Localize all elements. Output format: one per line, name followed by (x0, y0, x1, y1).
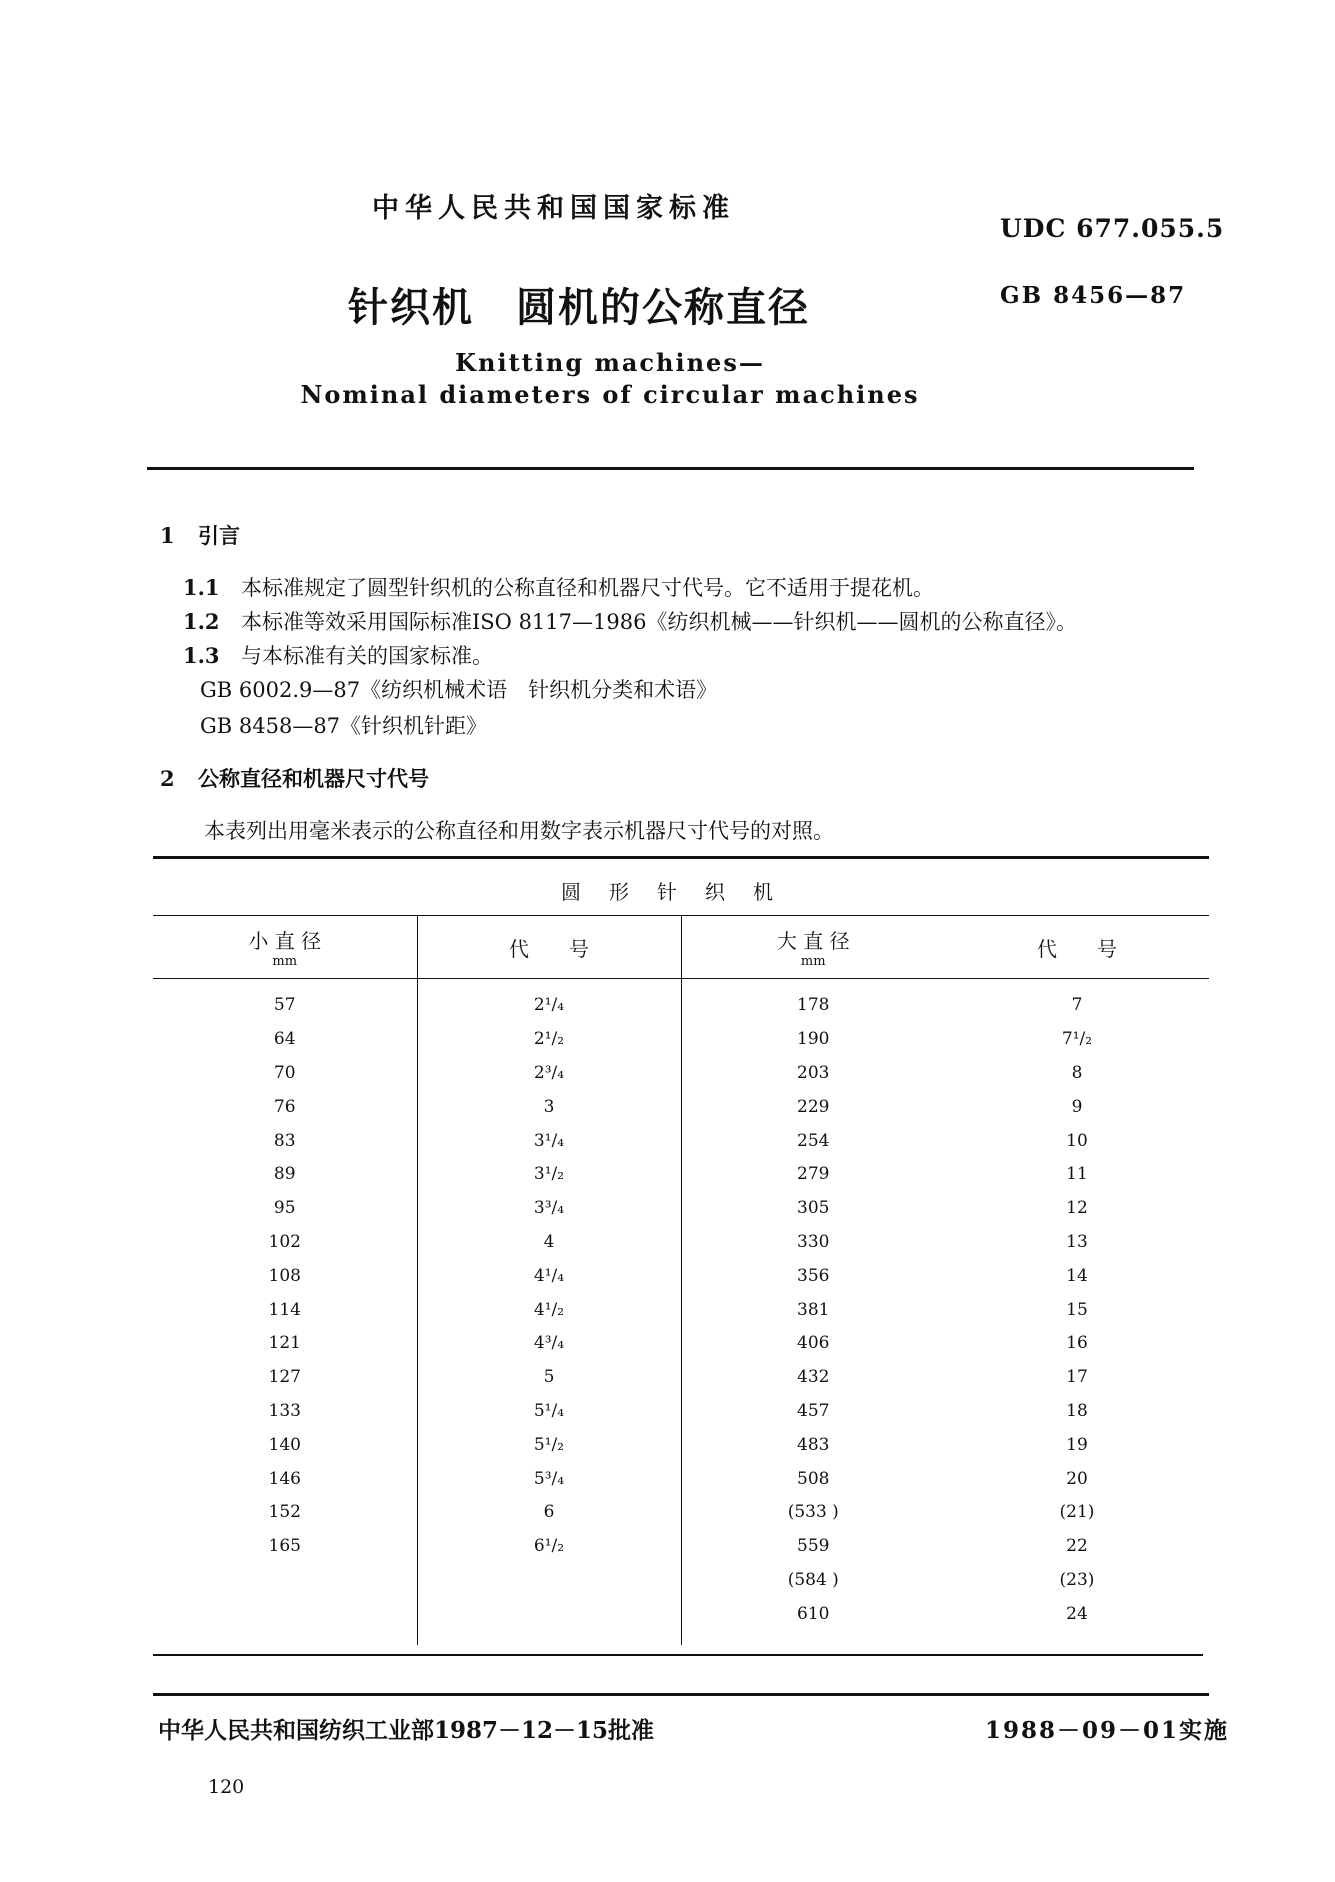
section-2-number: 2 (160, 766, 175, 791)
large-diameter-cell: 330 (681, 1225, 945, 1259)
code-1-cell: 5¹/₂ (417, 1428, 681, 1462)
small-diameter-cell: 133 (268, 1400, 301, 1421)
reference-gb-8458: GB 8458—87《针织机针距》 (200, 714, 488, 738)
code-2-cell: 11 (1066, 1164, 1088, 1185)
small-diameter-cell: 76 (273, 1096, 296, 1117)
large-diameter-cell: 229 (681, 1090, 945, 1124)
table-caption: 圆形针织机 (561, 879, 801, 904)
table-row (153, 1124, 1209, 1158)
table-row (153, 1022, 1209, 1056)
code-2-cell: 14 (1066, 1265, 1088, 1286)
clause-1-1: 1.1 本标准规定了圆型针织机的公称直径和机器尺寸代号。它不适用于提花机。 (183, 575, 934, 600)
small-diameter-cell: 127 (268, 1367, 301, 1388)
code-2-cell: 12 (1066, 1198, 1088, 1219)
code-2-cell: (21) (1059, 1502, 1095, 1523)
code-1-cell: 2¹/₄ (417, 989, 681, 1023)
table-row (153, 1462, 1209, 1496)
table-row (153, 1293, 1209, 1327)
large-diameter-cell: 483 (681, 1428, 945, 1462)
section-1-title: 引言 (198, 523, 240, 548)
code-2-cell: (23) (1059, 1569, 1095, 1590)
code-2-cell: 24 (1066, 1603, 1088, 1624)
effective-date: 1988－09－01实施 (985, 1717, 1230, 1744)
document-title-en-line2: Nominal diameters of circular machines (300, 380, 920, 409)
large-diameter-cell: 457 (681, 1394, 945, 1428)
large-diameter-cell: 254 (681, 1124, 945, 1158)
small-diameter-cell (153, 1563, 417, 1597)
code-1-cell: 3³/₄ (417, 1191, 681, 1225)
table-header-row (153, 916, 1209, 979)
document-title-cn: 针织机 圆机的公称直径 (348, 284, 810, 331)
code-1-cell: 4¹/₂ (417, 1293, 681, 1327)
small-diameter-cell (153, 1597, 417, 1631)
large-diameter-cell: 190 (681, 1022, 945, 1056)
code-1-cell: 5³/₄ (417, 1462, 681, 1496)
table-bottom-rule (153, 1654, 1203, 1656)
section-1-heading (160, 520, 240, 550)
small-diameter-cell: 114 (268, 1299, 301, 1320)
small-diameter-cell: 152 (268, 1502, 301, 1523)
code-2-cell: 16 (1066, 1333, 1088, 1354)
code-1-cell: 3¹/₄ (417, 1124, 681, 1158)
section-1-number: 1 (160, 523, 175, 548)
code-2-cell: 7 (1071, 995, 1083, 1016)
code-2-cell: 13 (1066, 1231, 1088, 1252)
table-row (153, 1157, 1209, 1191)
small-diameter-cell: 102 (268, 1231, 301, 1252)
header-rule (147, 467, 1194, 470)
table-row (153, 1360, 1209, 1394)
code-2-cell: 8 (1071, 1062, 1083, 1083)
document-title-en-line1: Knitting machines— (455, 348, 765, 377)
table-row (153, 1259, 1209, 1293)
header-code-2: 代 号 (945, 916, 1209, 979)
code-1-cell: 4³/₄ (417, 1326, 681, 1360)
small-diameter-cell: 83 (273, 1130, 296, 1151)
national-standard-heading: 中华人民共和国国家标准 (372, 193, 735, 224)
small-diameter-cell: 121 (268, 1333, 301, 1354)
code-1-cell: 6 (417, 1495, 681, 1529)
small-diameter-cell: 140 (268, 1434, 301, 1455)
large-diameter-cell: 178 (681, 989, 945, 1023)
header-code-1: 代 号 (417, 916, 681, 979)
large-diameter-cell: 279 (681, 1157, 945, 1191)
code-1-cell (417, 1597, 681, 1631)
table-row (153, 1191, 1209, 1225)
large-diameter-cell: 305 (681, 1191, 945, 1225)
gb-number: GB 8456—87 (1000, 282, 1187, 309)
header-small-diameter: 小 直 径 mm (153, 916, 417, 979)
code-2-cell: 15 (1066, 1299, 1088, 1320)
clause-1-2: 1.2 本标准等效采用国际标准ISO 8117—1986《纺织机械——针织机——圆机的公称直径》。 (183, 609, 1077, 634)
small-diameter-cell: 57 (273, 995, 296, 1016)
code-2-cell: 19 (1066, 1434, 1088, 1455)
code-2-cell: 17 (1066, 1367, 1088, 1388)
diameter-code-table (153, 865, 1209, 1645)
large-diameter-cell: (584 ) (681, 1563, 945, 1597)
table-row (153, 1394, 1209, 1428)
code-1-cell: 2¹/₂ (417, 1022, 681, 1056)
table-row (153, 1326, 1209, 1360)
page-number: 120 (208, 1776, 245, 1798)
table-top-rule (153, 856, 1209, 859)
code-1-cell: 3 (417, 1090, 681, 1124)
code-2-cell: 18 (1066, 1400, 1088, 1421)
large-diameter-cell: 559 (681, 1529, 945, 1563)
small-diameter-cell: 89 (273, 1164, 296, 1185)
udc-number: UDC 677.055.5 (1000, 214, 1225, 243)
small-diameter-cell: 165 (268, 1536, 301, 1557)
large-diameter-cell: 381 (681, 1293, 945, 1327)
code-2-cell: 9 (1071, 1096, 1083, 1117)
clause-1-3: 1.3 与本标准有关的国家标准。 (183, 643, 493, 668)
small-diameter-cell: 108 (268, 1265, 301, 1286)
small-diameter-cell: 95 (273, 1198, 296, 1219)
table-row (153, 1597, 1209, 1631)
code-2-cell: 20 (1066, 1468, 1088, 1489)
footer-rule (153, 1693, 1209, 1696)
large-diameter-cell: (533 ) (681, 1495, 945, 1529)
section-2-intro: 本表列出用毫米表示的公称直径和用数字表示机器尺寸代号的对照。 (204, 819, 834, 843)
code-1-cell: 3¹/₂ (417, 1157, 681, 1191)
table-row (153, 1563, 1209, 1597)
table-row (153, 1090, 1209, 1124)
section-2-heading (160, 763, 429, 793)
table-row (153, 1056, 1209, 1090)
large-diameter-cell: 203 (681, 1056, 945, 1090)
code-1-cell: 4 (417, 1225, 681, 1259)
small-diameter-cell: 146 (268, 1468, 301, 1489)
table-row (153, 1225, 1209, 1259)
large-diameter-cell: 432 (681, 1360, 945, 1394)
section-2-title: 公称直径和机器尺寸代号 (198, 766, 429, 791)
large-diameter-cell: 406 (681, 1326, 945, 1360)
table-row (153, 1529, 1209, 1563)
code-2-cell: 10 (1066, 1130, 1088, 1151)
small-diameter-cell: 64 (273, 1029, 296, 1050)
table-row (153, 1495, 1209, 1529)
table-row (153, 989, 1209, 1023)
small-diameter-cell: 70 (273, 1062, 296, 1083)
code-2-cell: 22 (1066, 1536, 1088, 1557)
code-1-cell (417, 1563, 681, 1597)
reference-gb-6002: GB 6002.9—87《纺织机械术语 针织机分类和术语》 (200, 678, 718, 702)
code-1-cell: 5 (417, 1360, 681, 1394)
large-diameter-cell: 356 (681, 1259, 945, 1293)
code-1-cell: 4¹/₄ (417, 1259, 681, 1293)
large-diameter-cell: 610 (681, 1597, 945, 1631)
approval-note: 中华人民共和国纺织工业部1987－12－15批准 (158, 1717, 655, 1744)
table-row (153, 1428, 1209, 1462)
large-diameter-cell: 508 (681, 1462, 945, 1496)
header-large-diameter: 大 直 径 mm (681, 916, 945, 979)
code-1-cell: 5¹/₄ (417, 1394, 681, 1428)
code-1-cell: 2³/₄ (417, 1056, 681, 1090)
code-2-cell: 7¹/₂ (1061, 1029, 1093, 1050)
code-1-cell: 6¹/₂ (417, 1529, 681, 1563)
